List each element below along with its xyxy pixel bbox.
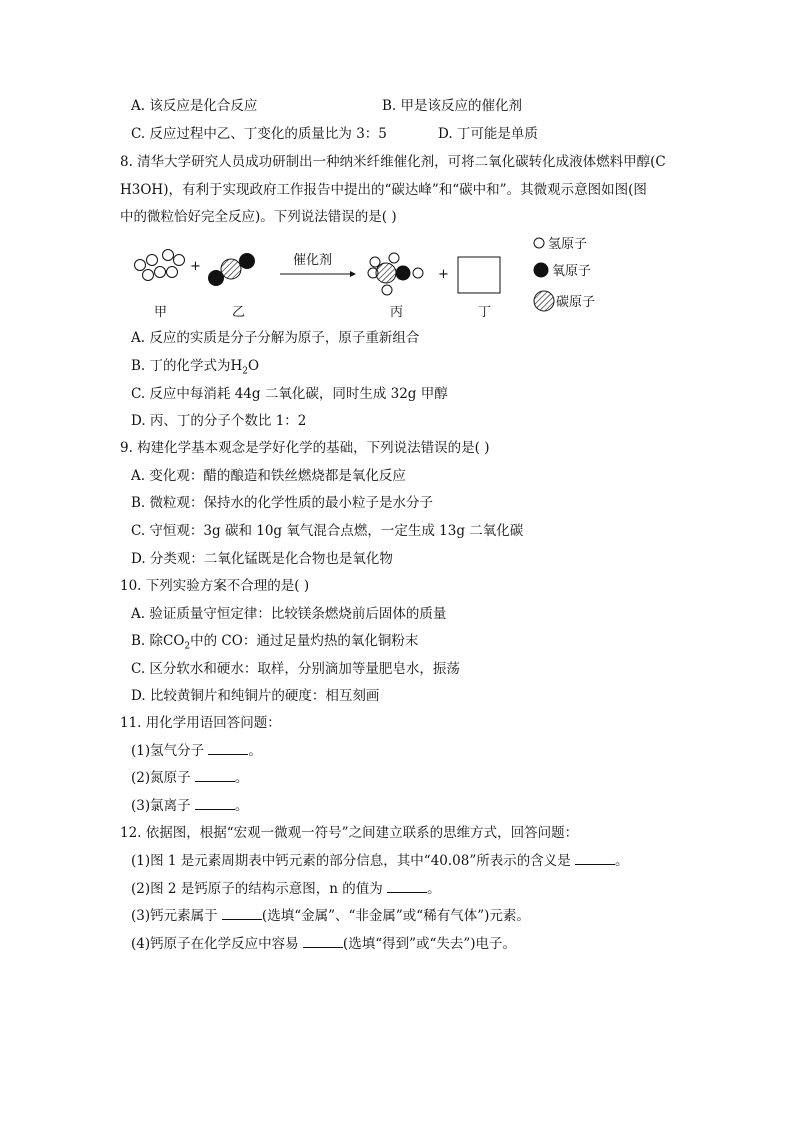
q7-option-c: C. 反应过程中乙、丁变化的质量比为 3：5: [131, 126, 387, 142]
reaction-arrow-head: [350, 271, 356, 277]
q11-part-1: (1)氢气分子 。: [131, 743, 262, 759]
legend-oxygen-label: 氧原子: [552, 264, 592, 279]
q8-stem-line2: H3OH)，有利于实现政府工作报告中提出的“碳达峰”和“碳中和”。其微观示意图如图(图: [120, 182, 647, 198]
label-yi: 乙: [232, 305, 246, 320]
label-ding: 丁: [478, 305, 492, 320]
answer-blank[interactable]: [195, 796, 235, 810]
legend: [534, 237, 596, 311]
yi-co2-molecule: [208, 253, 255, 286]
q8-option-c: C. 反应中每消耗 44g 二氧化碳，同时生成 32g 甲醇: [131, 386, 448, 402]
bing-methanol-molecule: [368, 253, 423, 295]
q10-option-c: C. 区分软水和硬水：取样，分别滴加等量肥皂水，振荡: [131, 661, 460, 677]
q12-stem: 12. 依据图，根据“宏观一微观一符号”之间建立联系的思维方式，回答问题：: [120, 825, 579, 841]
reaction-diagram: [120, 232, 620, 327]
q8-stem-line3: 中的微粒恰好完全反应)。下列说法错误的是( ): [120, 209, 397, 225]
q12-part-4: (4)钙原子在化学反应中容易 (选填“得到”或“失去”)电子。: [131, 936, 517, 952]
legend-hydrogen-icon: [534, 238, 544, 248]
label-jia: 甲: [154, 305, 168, 320]
q11-part-3: (3)氯离子 。: [131, 798, 249, 814]
legend-carbon-label: 碳原子: [556, 295, 596, 310]
legend-oxygen-icon: [534, 263, 549, 278]
q12-part-3: (3)钙元素属于 (选填“金属”、“非金属”或“稀有气体”)元素。: [131, 908, 530, 924]
q7-option-a: A. 该反应是化合反应: [131, 98, 258, 114]
ding-empty-box: [458, 257, 500, 293]
jia-hydrogen-molecules: [135, 250, 185, 281]
answer-blank[interactable]: [208, 741, 248, 755]
q9-option-b: B. 微粒观：保持水的化学性质的最小粒子是水分子: [131, 495, 434, 511]
q7-option-d: D. 丁可能是单质: [438, 126, 538, 142]
q10-stem: 10. 下列实验方案不合理的是( ): [120, 578, 310, 594]
plus-sign-2: +: [438, 267, 449, 282]
q11-part-2: (2)氮原子 。: [131, 770, 249, 786]
q8-option-b: B. 丁的化学式为$H_2O$: [131, 358, 260, 377]
legend-carbon-icon: [534, 291, 554, 311]
q10-option-a: A. 验证质量守恒定律：比较镁条燃烧前后固体的质量: [131, 606, 447, 622]
answer-blank[interactable]: [222, 906, 262, 920]
q12-part-2: (2)图 2 是钙原子的结构示意图，n 的值为 。: [131, 881, 441, 897]
q7-option-b: B. 甲是该反应的催化剂: [382, 98, 523, 114]
q8-option-a: A. 反应的实质是分子分解为原子，原子重新组合: [131, 330, 420, 346]
answer-blank[interactable]: [303, 934, 343, 948]
answer-blank[interactable]: [575, 851, 615, 865]
legend-hydrogen-label: 氢原子: [548, 237, 588, 252]
q9-option-d: D. 分类观：二氧化锰既是化合物也是氧化物: [131, 551, 393, 567]
q10-option-d: D. 比较黄铜片和纯铜片的硬度：相互刻画: [131, 688, 380, 704]
label-bing: 丙: [390, 305, 404, 320]
q8-option-d: D. 丙、丁的分子个数比 1：2: [131, 413, 307, 429]
q9-option-c: C. 守恒观：3g 碳和 10g 氧气混合点燃，一定生成 13g 二氧化碳: [131, 523, 524, 539]
q10-option-b: B. 除$CO_2$中的 CO：通过足量灼热的氧化铜粉末: [131, 633, 419, 652]
answer-blank[interactable]: [387, 879, 427, 893]
q8-stem-line1: 8. 清华大学研究人员成功研制出一种纳米纤维催化剂，可将二氧化碳转化成液体燃料甲醇(C: [120, 154, 666, 170]
q11-stem: 11. 用化学用语回答问题：: [120, 715, 281, 731]
answer-blank[interactable]: [195, 768, 235, 782]
q9-option-a: A. 变化观：醋的酿造和铁丝燃烧都是氧化反应: [131, 468, 406, 484]
q12-part-1: (1)图 1 是元素周期表中钙元素的部分信息，其中“40.08”所表示的含义是 。: [131, 853, 629, 869]
plus-sign-1: +: [190, 259, 201, 274]
q9-stem: 9. 构建化学基本观念是学好化学的基础，下列说法错误的是( ): [120, 440, 490, 456]
catalyst-label: 催化剂: [293, 253, 333, 268]
